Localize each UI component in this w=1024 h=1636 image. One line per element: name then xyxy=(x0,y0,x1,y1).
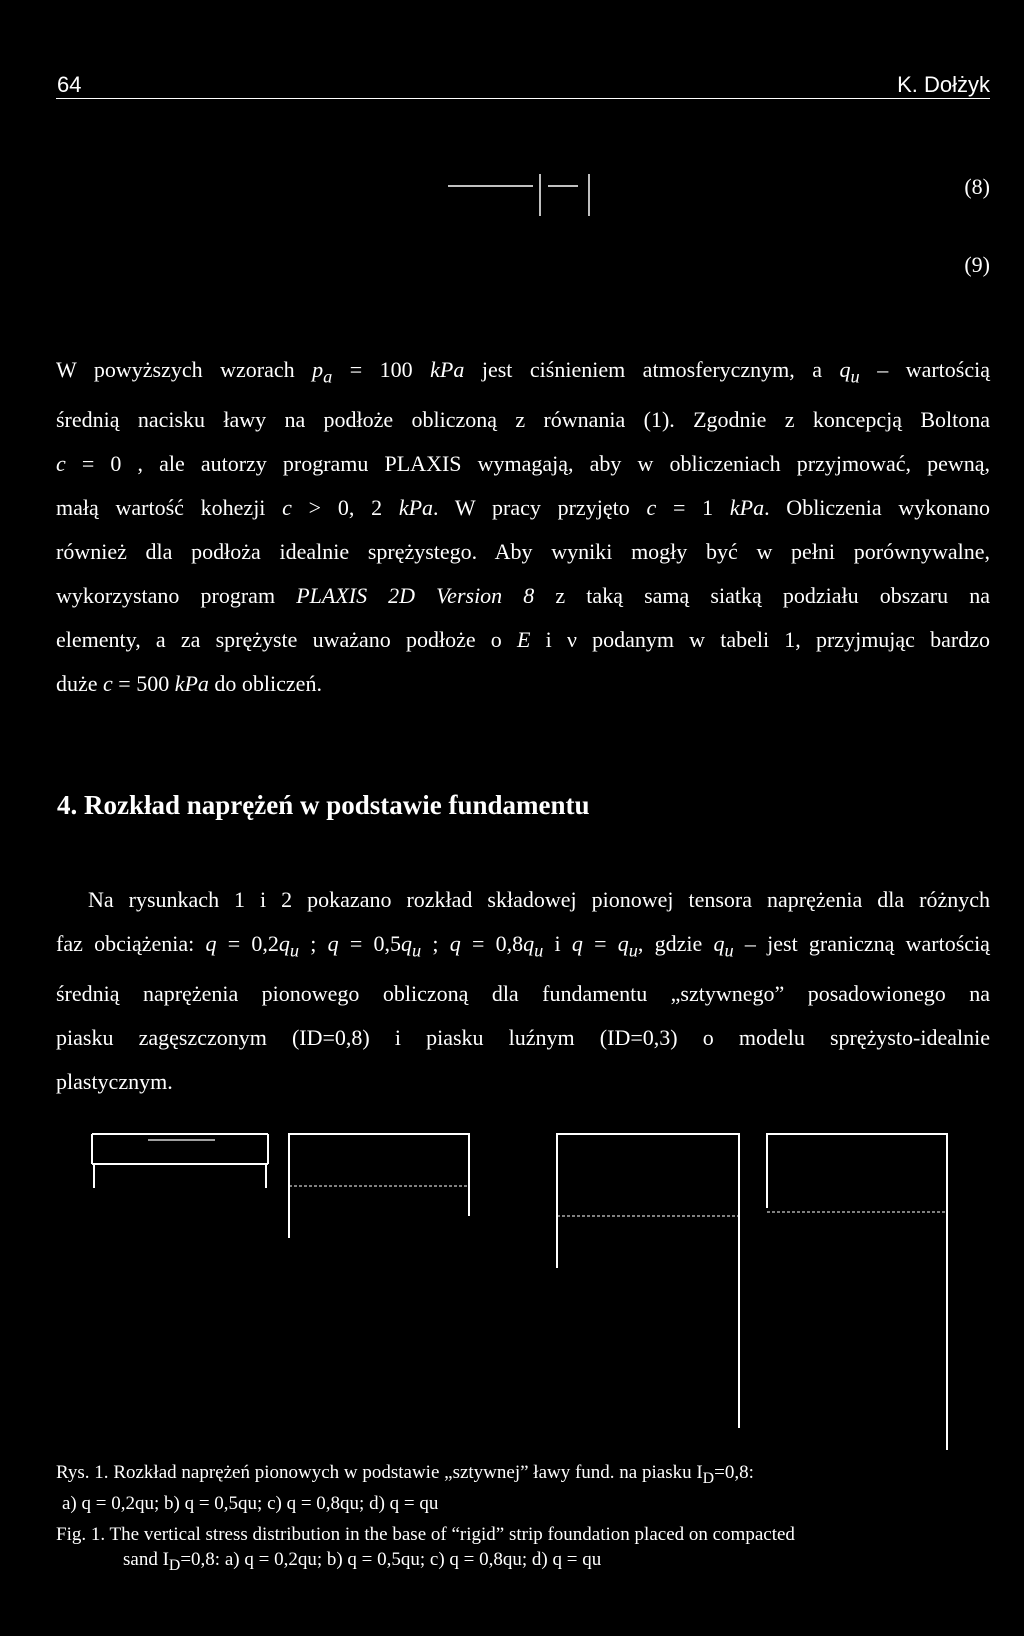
caption-en-line-1: Fig. 1. The vertical stress distribution in the base of “rigid” strip foundation placed on compacted xyxy=(56,1523,795,1545)
p2-line-2: faz obciążenia: $q = 0,2q_u$ ; $q = 0,5q_u$ ; $q = 0,8q_u$ i $q = q_u$, gdzie $q_u$ – jest graniczną wartością xyxy=(56,931,990,961)
page-number: 64 xyxy=(57,72,82,97)
header-rule xyxy=(56,98,990,99)
figure-caption xyxy=(56,1460,990,1578)
equation-fragment xyxy=(448,172,613,218)
panel-d xyxy=(766,1134,948,1450)
panel-a xyxy=(92,1134,268,1188)
p2-line-5: plastycznym. xyxy=(56,1069,173,1095)
equation-number-9: (9) xyxy=(964,252,990,277)
p1-line-1: W powyższych wzorach $p_a = 100$ kPa jest ciśnieniem atmosferycznym, a $q_u$ – wartością xyxy=(56,357,990,387)
panel-b xyxy=(288,1134,470,1238)
p1-line-8: duże c = 500 kPa do obliczeń. xyxy=(56,671,322,697)
panel-c xyxy=(556,1134,740,1428)
p1-line-2: średnią nacisku ławy na podłoże obliczoną z równania (1). Zgodnie z koncepcją Boltona xyxy=(56,407,990,433)
caption-pl-line-2: a) q = 0,2qu; b) q = 0,5qu; c) q = 0,8qu; d) q = qu xyxy=(62,1492,439,1514)
caption-pl-line-1: Rys. 1. Rozkład naprężeń pionowych w podstawie „sztywnej” ławy fund. na piasku $I_D=0,8$: xyxy=(56,1462,754,1487)
p1-line-7: elementy, a za sprężyste uważano podłoże o E i ν podanym w tabeli 1, przyjmując bardzo xyxy=(56,627,990,653)
section-heading: 4. Rozkład naprężeń w podstawie fundamentu xyxy=(57,790,590,820)
p1-line-4: małą wartość kohezji c > 0, 2 kPa. W pracy przyjęto c = 1 kPa. Obliczenia wykonano xyxy=(56,495,990,521)
paragraph-2 xyxy=(56,878,990,1104)
p1-line-5: również dla podłoża idealnie sprężystego. Aby wyniki mogły być w pełni porównywalne, xyxy=(56,539,990,565)
p2-line-3: średnią naprężenia pionowego obliczoną dla fundamentu „sztywnego” posadowionego na xyxy=(56,981,990,1007)
p2-line-1: Na rysunkach 1 i 2 pokazano rozkład składowej pionowej tensora naprężenia dla różnych xyxy=(88,887,990,912)
p1-line-6: wykorzystano program PLAXIS 2D Version 8 z taką samą siatką podziału obszaru na xyxy=(56,583,990,609)
figure-1-stress-distributions xyxy=(90,1128,950,1458)
paragraph-1 xyxy=(56,348,990,706)
p1-line-3: c = 0 , ale autorzy programu PLAXIS wymagają, aby w obliczeniach przyjmować, pewną, xyxy=(56,451,990,477)
equation-number-8: (8) xyxy=(964,174,990,199)
running-header: K. Dołżyk xyxy=(897,72,990,97)
p2-line-4: piasku zagęszczonym (ID=0,8) i piasku luźnym (ID=0,3) o modelu sprężysto-idealnie xyxy=(56,1025,990,1051)
caption-en-line-2: sand $I_D=0,8$: a) q = 0,2qu; b) q = 0,5qu; c) q = 0,8qu; d) q = qu xyxy=(123,1548,602,1574)
